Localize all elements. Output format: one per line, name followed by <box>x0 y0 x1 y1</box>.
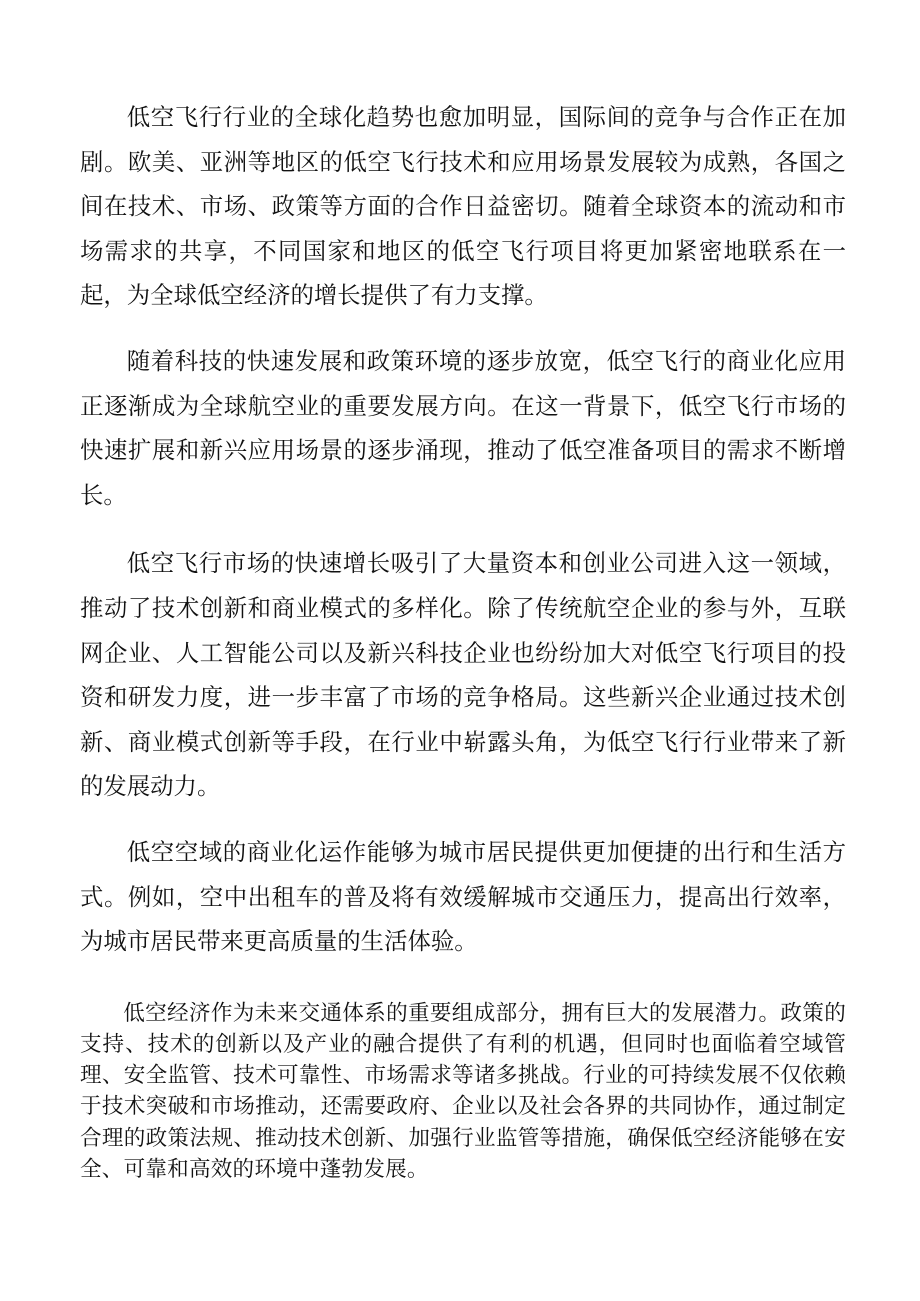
paragraph-conclusion: 低空经济作为未来交通体系的重要组成部分，拥有巨大的发展潜力。政策的支持、技术的创新以及产业的融合提供了有利的机遇，但同时也面临着空域管理、安全监管、技术可靠性、市场需求等诸多挑战。行业的可持续发展不仅依赖于技术突破和市场推动，还需要政府、企业以及社会各界的共同协作，通过制定合理的政策法规、推动技术创新、加强行业监管等措施，确保低空经济能够在安全、可靠和高效的环境中蓬勃发展。 <box>80 1000 846 1182</box>
paragraph-urban-mobility: 低空空域的商业化运作能够为城市居民提供更加便捷的出行和生活方式。例如，空中出租车的普及将有效缓解城市交通压力，提高出行效率，为城市居民带来更高质量的生活体验。 <box>80 837 846 956</box>
document-page <box>80 95 846 1185</box>
paragraph-market-growth: 低空飞行市场的快速增长吸引了大量资本和创业公司进入这一领域，推动了技术创新和商业模式的多样化。除了传统航空企业的参与外，互联网企业、人工智能公司以及新兴科技企业也纷纷加大对低空飞行项目的投资和研发力度，进一步丰富了市场的竞争格局。这些新兴企业通过技术创新、商业模式创新等手段，在行业中崭露头角，为低空飞行行业带来了新的发展动力。 <box>80 549 846 801</box>
paragraph-commercialization: 随着科技的快速发展和政策环境的逐步放宽，低空飞行的商业化应用正逐渐成为全球航空业的重要发展方向。在这一背景下，低空飞行市场的快速扩展和新兴应用场景的逐步涌现，推动了低空准备项目的需求不断增长。 <box>80 346 846 509</box>
paragraph-global-trend: 低空飞行行业的全球化趋势也愈加明显，国际间的竞争与合作正在加剧。欧美、亚洲等地区的低空飞行技术和应用场景发展较为成熟，各国之间在技术、市场、政策等方面的合作日益密切。随着全球资本的流动和市场需求的共享，不同国家和地区的低空飞行项目将更加紧密地联系在一起，为全球低空经济的增长提供了有力支撑。 <box>80 103 846 310</box>
